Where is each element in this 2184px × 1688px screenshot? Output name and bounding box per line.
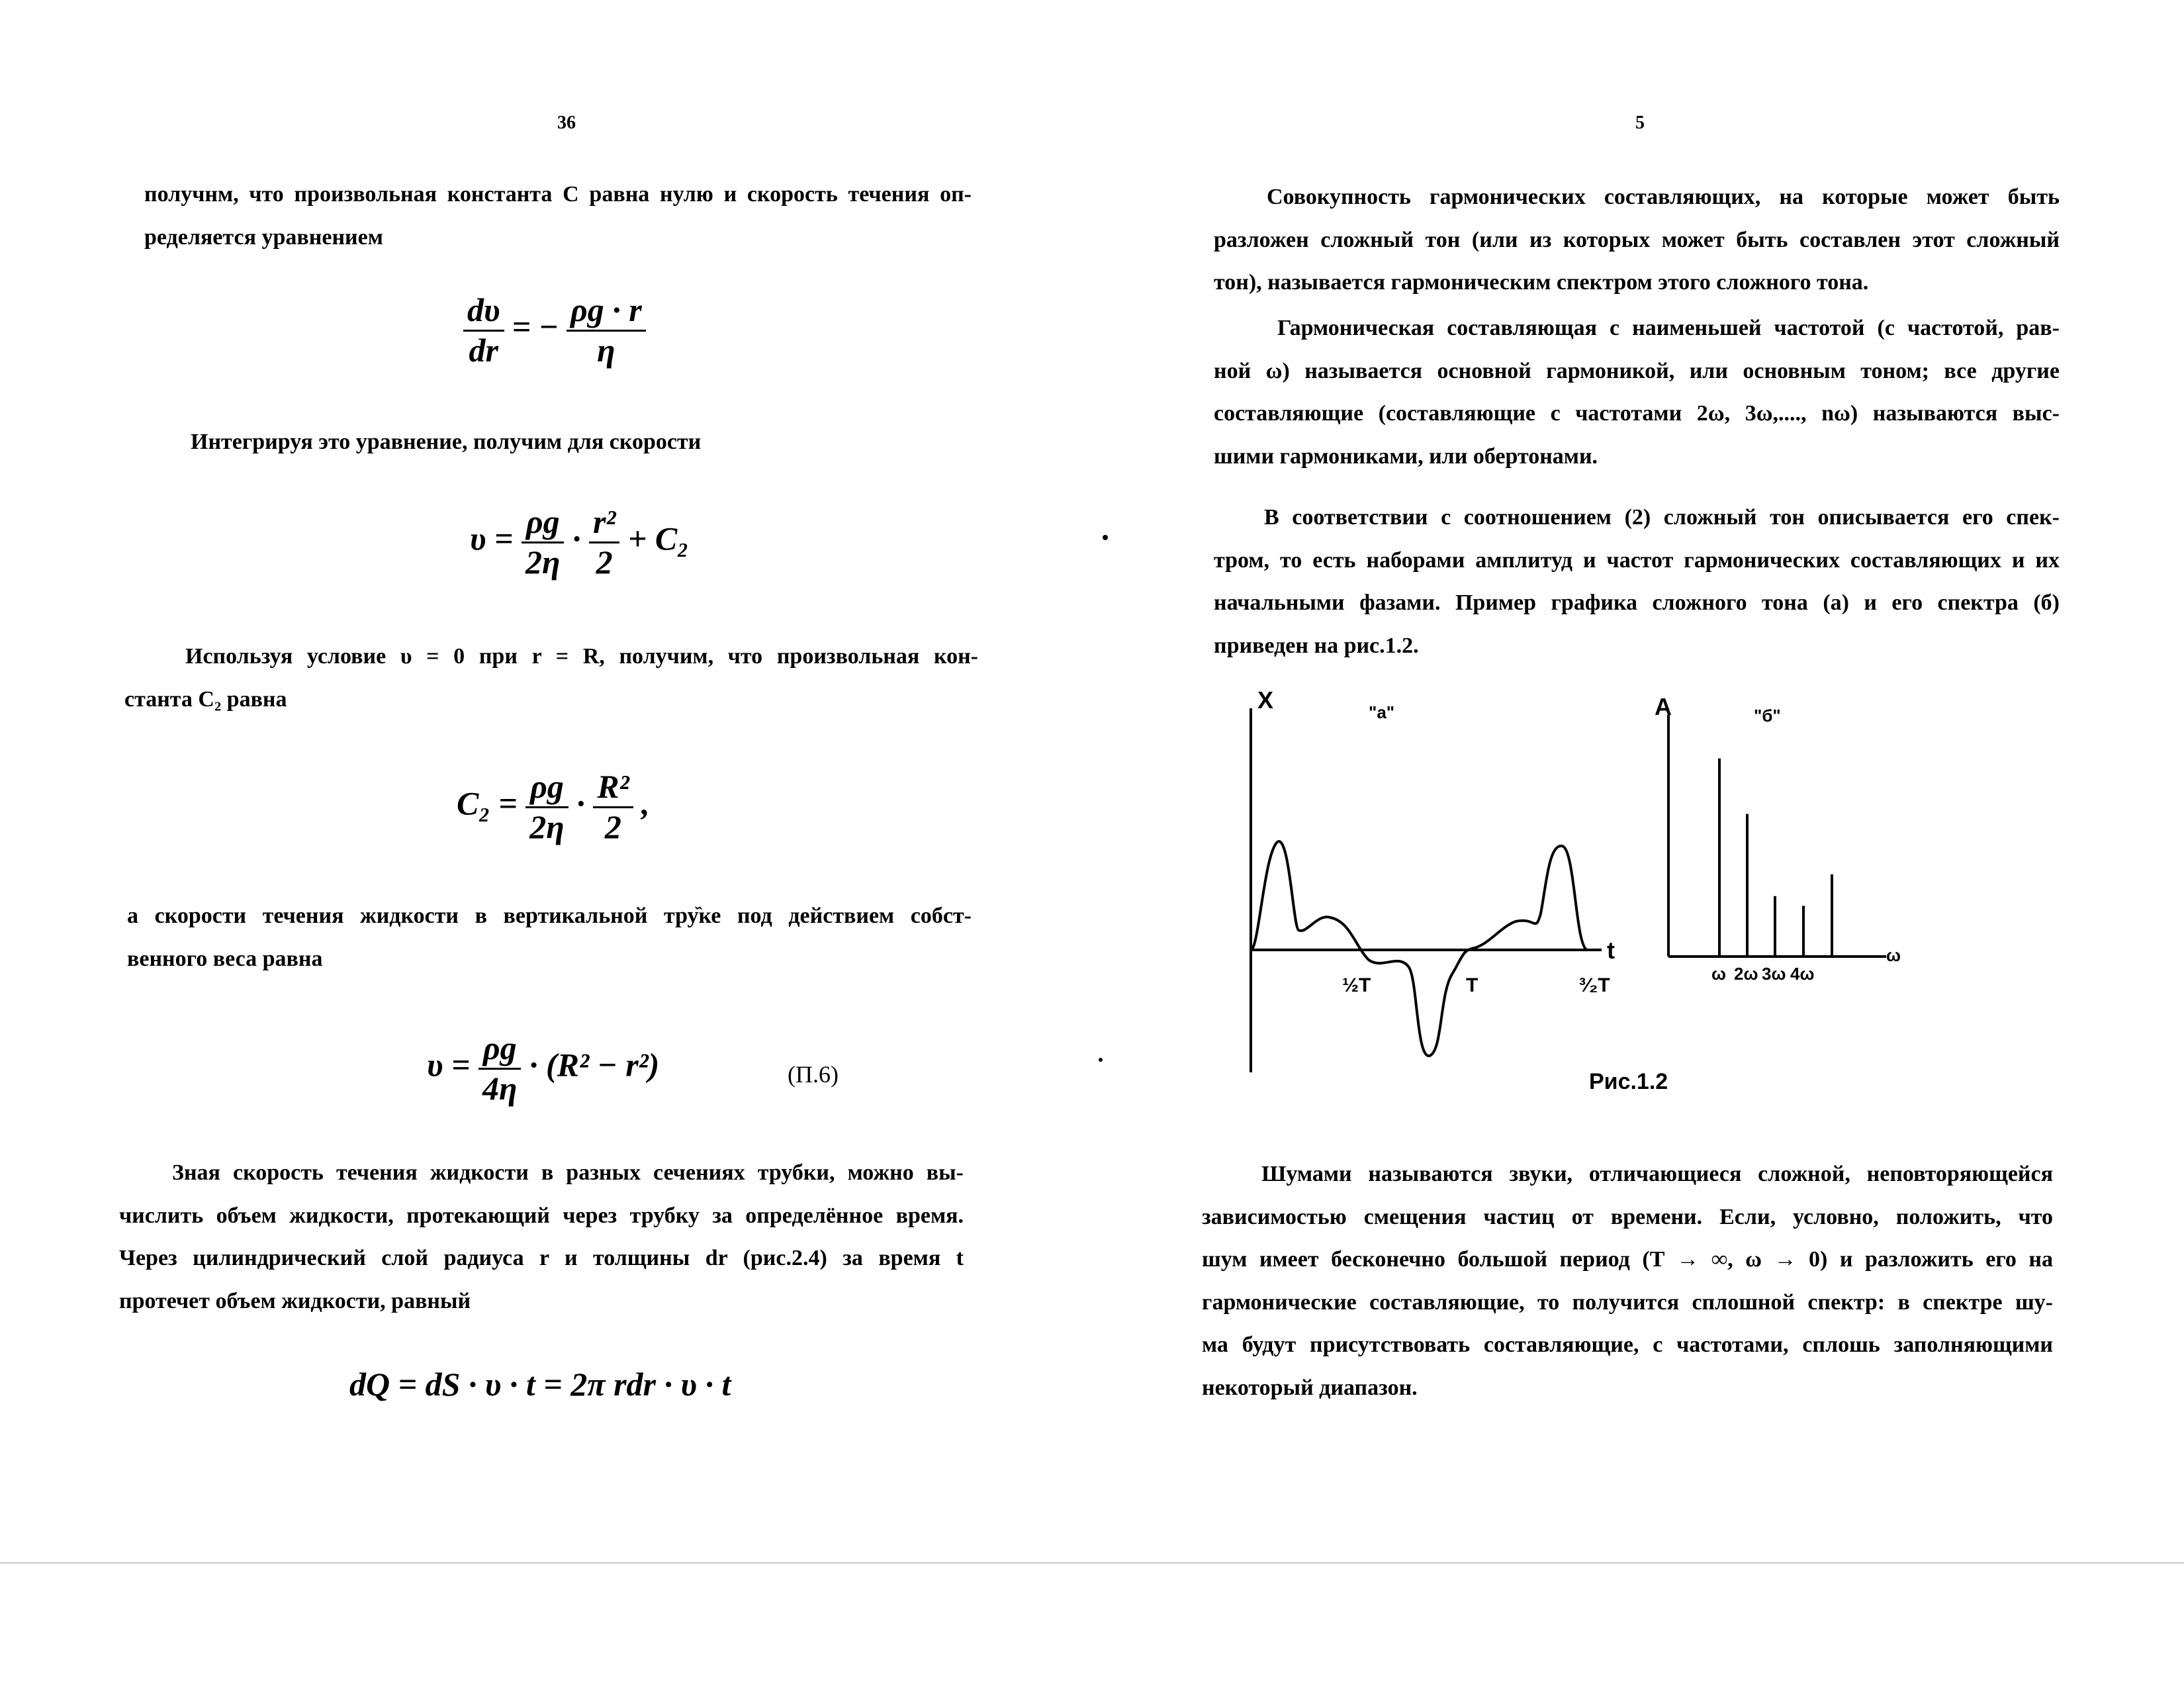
tick-three-halves-t: ³⁄₂T — [1579, 974, 1610, 996]
text-line: В соответствии с соотношением (2) сложный тон описывается его спек- — [1264, 505, 2060, 530]
eq-denominator: 2 — [604, 808, 621, 845]
eq-lhs: υ = — [427, 1046, 471, 1084]
text-line: гармонические составляющие, то получится сплошной спектр: в спектре шу- — [1202, 1289, 2053, 1315]
text-line: начальными фазами. Пример графика сложного тона (а) и его спектра (б) — [1214, 590, 2060, 616]
text-line: протечет объем жидкости, равный — [119, 1288, 471, 1313]
scan-speck — [1099, 1058, 1103, 1062]
tick-4-omega: 4ω — [1790, 964, 1815, 984]
panel-b-y-label: A — [1655, 693, 1672, 720]
tick-3-omega: 3ω — [1762, 964, 1786, 984]
paragraph-3 — [1214, 496, 2060, 667]
page-number: 36 — [557, 113, 576, 133]
tick-t: T — [1466, 974, 1479, 996]
text-line: Через цилиндрический слой радиуса r и толщины dr (рис.2.4) за время t — [119, 1246, 964, 1271]
paragraph-4 — [127, 895, 972, 980]
eq-lhs: C₂ = — [457, 784, 518, 822]
eq-tail: · (R² − r²) — [529, 1046, 660, 1084]
figure-1-2 — [1224, 686, 1901, 1099]
text-line: ма будут присутствовать составляющие, с частотами, сплошь заполняющими — [1202, 1333, 2053, 1358]
equation-dv-dr — [463, 291, 646, 369]
eq-operator: · — [576, 784, 585, 822]
tick-half-t: ½T — [1342, 974, 1371, 996]
eq-denominator: dr — [469, 331, 498, 369]
equation-dq: dQ = dS · υ · t = 2π rdr · υ · t — [349, 1366, 731, 1403]
text-line: тром, то есть наборами амплитуд и частот гармонических составляющих и их — [1214, 547, 2060, 573]
eq-operator: · — [572, 520, 581, 557]
equation-p6 — [427, 1029, 659, 1107]
text-line: Используя условие υ = 0 при r = R, получим, что произвольная кон- — [185, 644, 978, 669]
paragraph-1 — [144, 173, 972, 259]
text-line: числить объем жидкости, протекающий через трубку за определённое время. — [119, 1203, 964, 1228]
text-line: Зная скорость течения жидкости в разных сечениях трубки, можно вы- — [172, 1160, 964, 1185]
text-line: приведен на рис.1.2. — [1214, 633, 1419, 658]
scan-speck — [1103, 535, 1108, 540]
text-line: разложен сложный тон (или из которых может быть составлен этот сложный — [1214, 227, 2060, 252]
eq-tail: , — [641, 784, 650, 822]
page-bottom-rule — [0, 1562, 2184, 1564]
eq-denominator: 2 — [596, 543, 613, 581]
text-line: ределяется уравнением — [144, 224, 383, 250]
text-line: шими гармониками, или обертонами. — [1214, 444, 1598, 469]
panel-a-x-label: t — [1607, 937, 1615, 964]
text-line: ной ω) называется основной гармоникой, или основным тоном; все другие — [1214, 358, 2060, 383]
text-line: Гармоническая составляющая с наименьшей частотой (с частотой, рав- — [1277, 316, 2060, 340]
text-line: Интегрируя это уравнение, получим для скорости — [191, 430, 702, 454]
paragraph-1 — [1214, 176, 2060, 305]
eq-numerator: dυ — [463, 291, 504, 332]
left-page — [0, 0, 1092, 1562]
right-page — [1092, 0, 2184, 1562]
eq-tail: + C₂ — [627, 520, 689, 557]
eq-lhs: υ = — [470, 520, 514, 557]
panel-a-label: "a" — [1369, 702, 1395, 722]
text-line: тон), называется гармоническим спектром этого сложного тона. — [1214, 270, 1869, 295]
eq-numerator: ρg — [478, 1029, 521, 1070]
text-line: шум имеет бесконечно большой период (T → ∞, ω → 0) и разложить его на — [1202, 1247, 2053, 1272]
eq-operator: = − — [512, 308, 559, 346]
paragraph-2 — [1214, 307, 2060, 478]
eq-denominator: 2η — [529, 808, 565, 845]
panel-b-label: "б" — [1754, 706, 1781, 726]
page-number: 5 — [1635, 113, 1645, 133]
equation-velocity — [470, 503, 689, 581]
text-line: составляющие (составляющие с частотами 2ω, 3ω,...., nω) называются выс- — [1214, 401, 2060, 426]
figure-caption: Рис.1.2 — [1589, 1069, 1668, 1094]
paragraph-3 — [124, 635, 978, 721]
eq-numerator: ρg — [525, 768, 568, 808]
paragraph-2 — [191, 421, 985, 464]
text-line: а скорости течения жидкости в вертикальной тру᷈ке под действием собст- — [127, 904, 972, 928]
eq-numerator: ρg — [522, 503, 564, 543]
text-line: Шумами называются звуки, отличающиеся сложной, неповторяющейся — [1261, 1162, 2053, 1186]
tick-2-omega: 2ω — [1734, 964, 1758, 984]
paragraph-4 — [1202, 1153, 2053, 1410]
eq-numerator: ρg · r — [567, 291, 646, 332]
text-line: венного веса равна — [127, 946, 323, 971]
eq-numerator: R² — [593, 768, 633, 808]
text-line: зависимостью смещения частиц от времени. Если, условно, положить, что — [1202, 1204, 2053, 1229]
tick-omega: ω — [1711, 964, 1726, 984]
equation-label: (П.6) — [788, 1061, 839, 1088]
panel-a — [1251, 686, 1615, 1072]
eq-denominator: 2η — [525, 543, 561, 581]
eq-denominator: 4η — [482, 1069, 518, 1107]
eq-numerator: r² — [589, 503, 619, 543]
text-line: получнм, что произвольная константа C равна нулю и скорость течения оп- — [144, 182, 972, 207]
panel-a-y-label: X — [1257, 686, 1274, 714]
text-line: некоторый диапазон. — [1202, 1375, 1418, 1400]
equation-c2 — [457, 768, 650, 846]
text-line: станта C₂ равна — [124, 686, 287, 712]
panel-b-x-label: ω — [1886, 945, 1901, 965]
paragraph-5 — [119, 1152, 964, 1323]
eq-denominator: η — [597, 331, 615, 369]
text-line: Совокупность гармонических составляющих, на которые может быть — [1267, 185, 2060, 209]
panel-b — [1655, 693, 1901, 984]
